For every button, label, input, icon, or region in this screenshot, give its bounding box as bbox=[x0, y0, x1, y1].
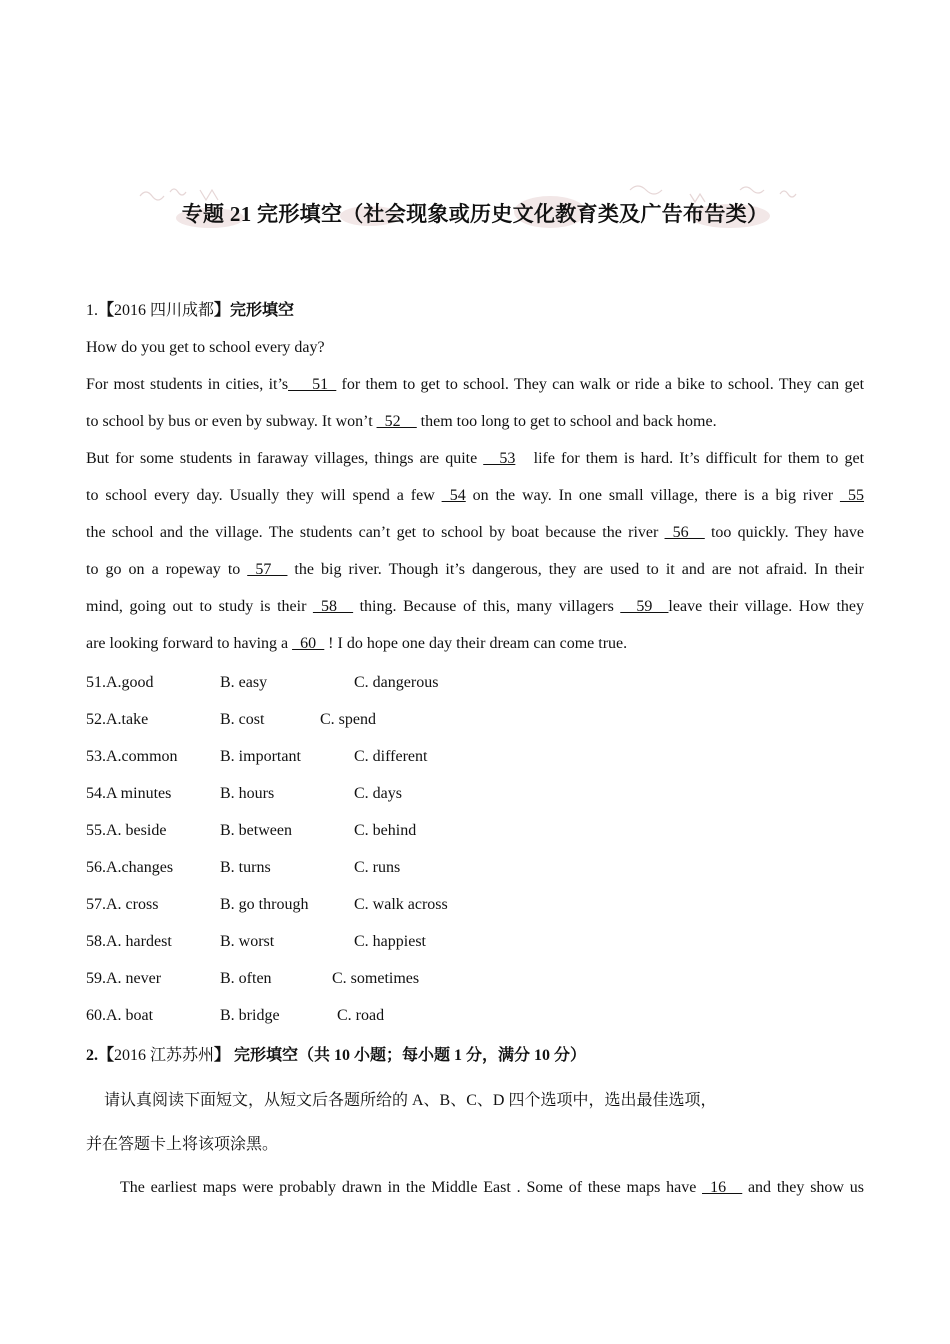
option-b: B. turns bbox=[220, 859, 271, 876]
option-c: C. road bbox=[337, 1007, 385, 1024]
option-b: B. between bbox=[220, 822, 292, 839]
text-span: too quickly. They have bbox=[710, 524, 865, 541]
option-b: B. easy bbox=[220, 674, 268, 691]
section2-instruction-line2: 并在答题卡上将该项涂黑。 bbox=[86, 1136, 279, 1153]
text-span: The earliest maps were probably drawn in the Middle East . Some of these maps have bbox=[120, 1179, 697, 1196]
blank-59: __59__ bbox=[620, 598, 669, 615]
section2-heading bbox=[86, 1046, 586, 1066]
text-span: for them to get to school. They can walk or ride a bike to school. They can get bbox=[341, 376, 865, 393]
option-b: B. go through bbox=[220, 896, 309, 913]
option-number: 51.A.good bbox=[86, 674, 154, 691]
section2-text-line1 bbox=[120, 1178, 864, 1198]
blank-53: __53 bbox=[483, 450, 516, 467]
paragraph2-line5 bbox=[86, 597, 864, 617]
option-c: C. days bbox=[354, 785, 402, 802]
section1-bracket-open: 【 bbox=[98, 302, 115, 319]
text-span: ! I do hope one day their dream can come true. bbox=[328, 635, 628, 652]
blank-54: _54 bbox=[441, 487, 466, 504]
section2-instruction-line1: 请认真阅读下面短文，从短文后各题所给的 A、B、C、D 四个选项中，选出最佳选项， bbox=[104, 1092, 717, 1109]
text-span: mind, going out to study is their bbox=[86, 598, 307, 615]
blank-51: ___51_ bbox=[288, 376, 337, 393]
option-number: 53.A.common bbox=[86, 748, 178, 765]
section1-source: 2016 四川成都 bbox=[114, 302, 215, 319]
option-b: B. often bbox=[220, 970, 272, 987]
option-c: C. behind bbox=[354, 822, 417, 839]
option-b: B. hours bbox=[220, 785, 275, 802]
text-span: leave their village. How they bbox=[668, 598, 865, 615]
text-span: to school every day. Usually they will spend a few bbox=[86, 487, 435, 504]
title-banner bbox=[130, 176, 820, 244]
option-b: B. worst bbox=[220, 933, 275, 950]
option-number: 54.A minutes bbox=[86, 785, 172, 802]
text-span: them too long to get to school and back home. bbox=[420, 413, 717, 430]
text-span: the big river. Though it’s dangerous, they are used to it and are not afraid. In their bbox=[294, 561, 865, 578]
option-c: C. spend bbox=[320, 711, 376, 728]
paragraph2-line1 bbox=[86, 449, 864, 469]
option-number: 60.A. boat bbox=[86, 1007, 154, 1024]
text-span: For most students in cities, it’s bbox=[86, 376, 289, 393]
option-b: B. cost bbox=[220, 711, 265, 728]
section1-question: How do you get to school every day? bbox=[86, 339, 325, 356]
option-number: 55.A. beside bbox=[86, 822, 167, 839]
blank-52: _52__ bbox=[376, 413, 417, 430]
section2-source: 2016 江苏苏州 bbox=[114, 1047, 215, 1064]
text-span: But for some students in faraway villages, things are quite bbox=[86, 450, 478, 467]
blank-60: _60_ bbox=[292, 635, 325, 652]
option-c: C. happiest bbox=[354, 933, 426, 950]
section1-title: 完形填空 bbox=[230, 302, 295, 319]
blank-57: _57__ bbox=[247, 561, 288, 578]
paragraph1-line1 bbox=[86, 375, 864, 395]
text-span: to school by bus or even by subway. It won’t bbox=[86, 413, 373, 430]
section1-heading bbox=[86, 301, 294, 321]
paragraph2-line2 bbox=[86, 486, 864, 506]
option-c: C. different bbox=[354, 748, 428, 765]
section1-bracket-close: 】 bbox=[214, 302, 231, 319]
option-number: 56.A.changes bbox=[86, 859, 174, 876]
text-span: and they show us bbox=[747, 1179, 865, 1196]
option-c: C. dangerous bbox=[354, 674, 439, 691]
option-number: 59.A. never bbox=[86, 970, 162, 987]
text-span: to go on a ropeway to bbox=[86, 561, 241, 578]
section2-number: 2. bbox=[86, 1047, 98, 1064]
section2-bracket-open: 【 bbox=[98, 1047, 115, 1064]
blank-56: _56__ bbox=[664, 524, 705, 541]
option-number: 52.A.take bbox=[86, 711, 149, 728]
text-span: on the way. In one small village, there is a big river bbox=[472, 487, 834, 504]
text-span: life for them is hard. It’s difficult for them to get bbox=[533, 450, 865, 467]
section2-bracket-close: 】 bbox=[214, 1047, 231, 1064]
blank-16: _16__ bbox=[702, 1179, 743, 1196]
section1-number: 1. bbox=[86, 302, 98, 319]
text-span: thing. Because of this, many villagers bbox=[359, 598, 614, 615]
paragraph2-line4 bbox=[86, 560, 864, 580]
text-span: are looking forward to having a bbox=[86, 635, 289, 652]
paragraph1-line2 bbox=[86, 412, 717, 432]
section2-title: 完形填空（共 10 小题；每小题 1 分，满分 10 分） bbox=[234, 1047, 587, 1064]
paragraph2-line3 bbox=[86, 523, 864, 543]
blank-55: _55 bbox=[840, 487, 865, 504]
option-b: B. important bbox=[220, 748, 301, 765]
option-c: C. walk across bbox=[354, 896, 448, 913]
option-number: 57.A. cross bbox=[86, 896, 159, 913]
option-number: 58.A. hardest bbox=[86, 933, 172, 950]
text-span: the school and the village. The students can’t get to school by boat because the river bbox=[86, 524, 659, 541]
paragraph2-line6 bbox=[86, 634, 627, 654]
document-title: 专题 21 完形填空（社会现象或历史文化教育类及广告布告类） bbox=[181, 202, 769, 226]
blank-58: _58__ bbox=[313, 598, 354, 615]
option-b: B. bridge bbox=[220, 1007, 280, 1024]
option-c: C. sometimes bbox=[332, 970, 420, 987]
option-c: C. runs bbox=[354, 859, 401, 876]
